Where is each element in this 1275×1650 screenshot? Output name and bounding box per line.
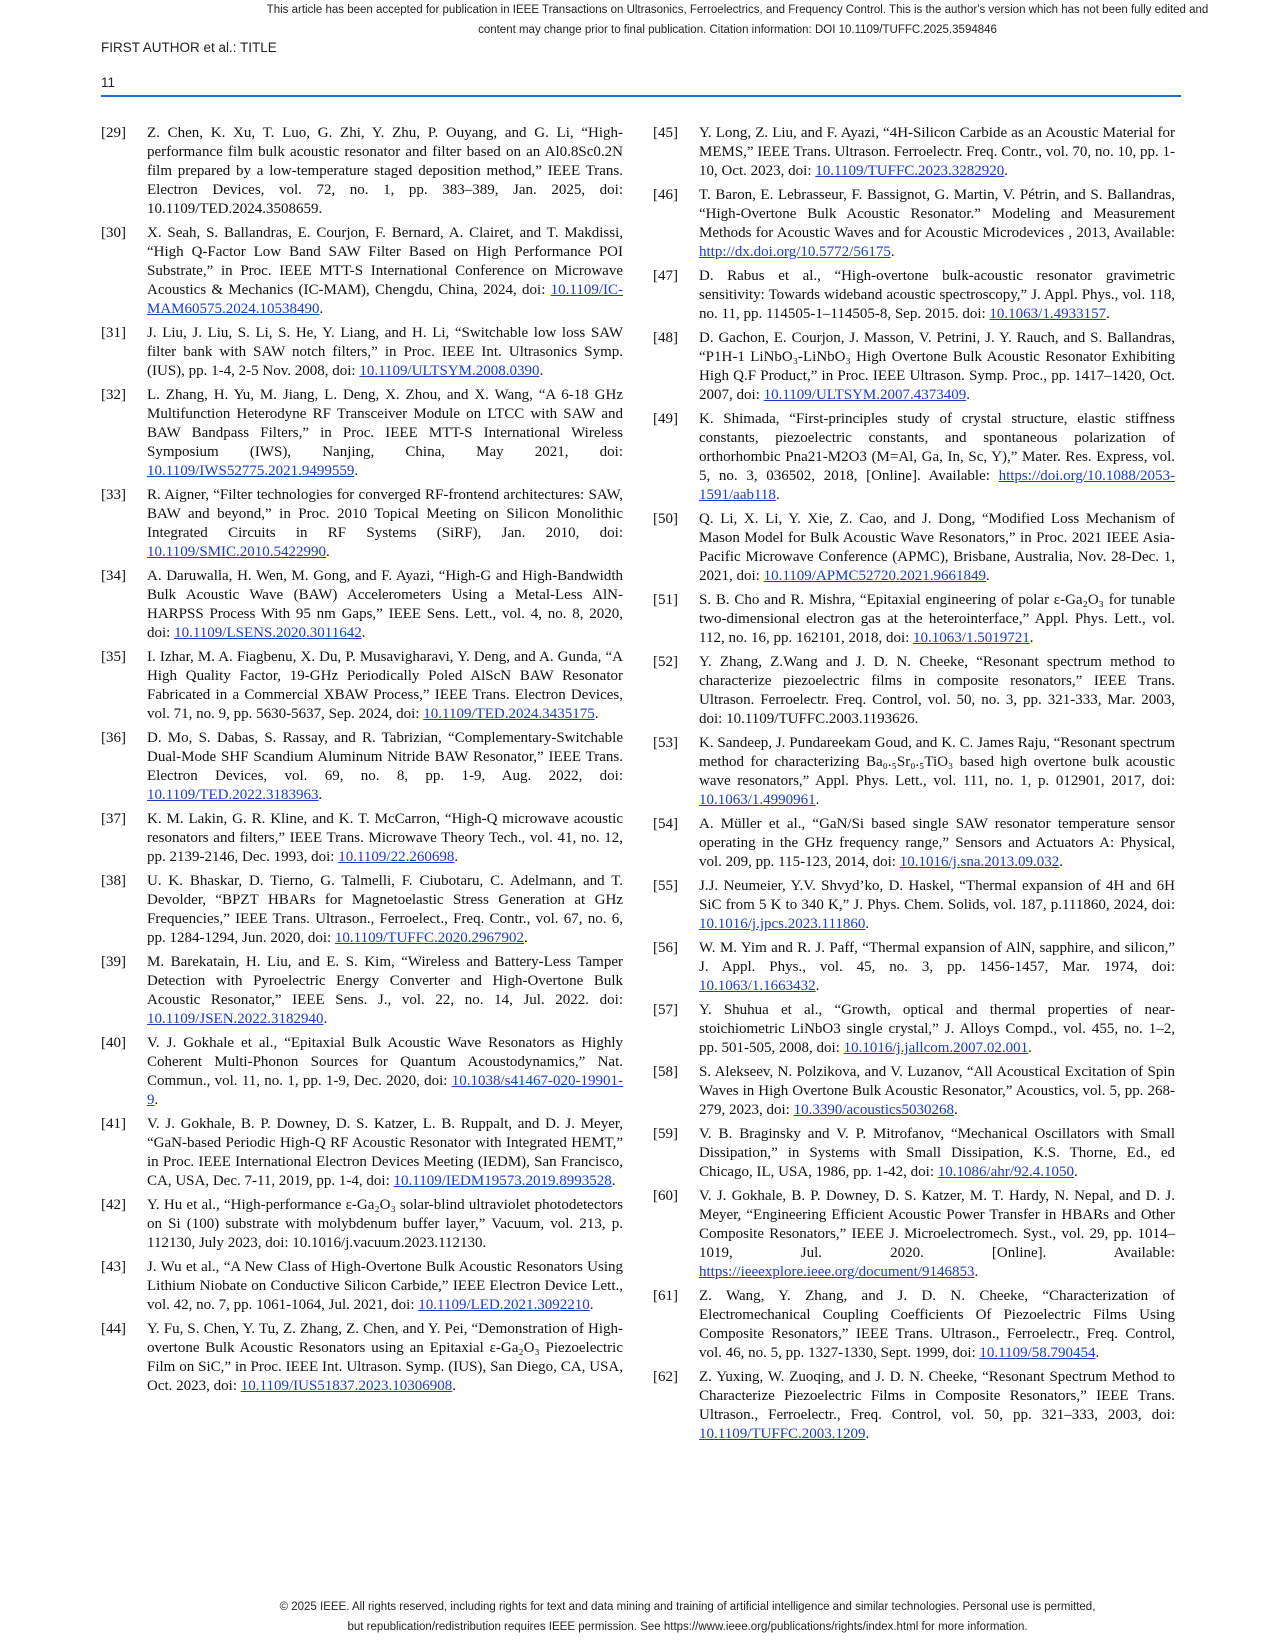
reference-body [699, 1001, 1175, 1058]
reference-doi-link[interactable]: 10.1109/TUFFC.2003.1209 [699, 1426, 866, 1442]
copyright-footer [150, 1597, 1225, 1637]
reference-body [699, 1187, 1175, 1282]
reference-period: . [954, 1102, 958, 1118]
reference-number: [39] [101, 954, 126, 970]
reference-item [653, 591, 1175, 648]
reference-text: K. Sandeep, J. Pundareekam Goud, and K. C. James Raju, “Resonant spectrum method for characterizing Ba₀.₅Sr₀.₅TiO₃ based high overtone bulk acoustic wave resonators,” Appl. Phys. Lett., vol. 111, no. 1, p. 012901, 2017, doi: [699, 735, 1175, 789]
reference-body [147, 729, 623, 805]
reference-item [653, 1063, 1175, 1120]
reference-doi-link[interactable]: 10.1109/SMIC.2010.5422990 [147, 544, 327, 560]
reference-period: . [815, 792, 820, 808]
reference-text: S. B. Cho and R. Mishra, “Epitaxial engineering of polar ε-Ga₂O₃ for tunable two-dimensional electron gas at the heterointerface,” Appl. Phys. Lett., vol. 112, no. 16, pp. 162101, 2018, doi: [699, 592, 1175, 646]
reference-body [699, 267, 1175, 324]
reference-doi-link[interactable]: 10.1109/22.260698 [338, 849, 455, 865]
reference-text: S. Alekseev, N. Polzikova, and V. Luzanov, “All Acoustical Excitation of Spin Waves in High Overtone Bulk Acoustic Resonator,” Acoustics, vol. 5, pp. 268-279, 2023, doi: [699, 1064, 1175, 1118]
reference-number: [49] [653, 411, 678, 427]
reference-item [653, 410, 1175, 505]
header-rule [101, 95, 1181, 97]
reference-text: A. Daruwalla, H. Wen, M. Gong, and F. Ayazi, “High-G and High-Bandwidth Bulk Acoustic Wave (BAW) Accelerometers Using a Metal-Less AlN-HARPSS Process With 95 nm Gaps,” IEEE Sens. Lett., vol. 4, no. 8, 2020, doi: [147, 568, 623, 641]
reference-number: [41] [101, 1116, 126, 1132]
reference-number: [42] [101, 1197, 126, 1213]
reference-body [699, 1063, 1175, 1120]
reference-doi-link[interactable]: 10.1109/58.790454 [979, 1345, 1096, 1361]
reference-number: [43] [101, 1259, 126, 1275]
reference-number: [33] [101, 487, 126, 503]
reference-item [653, 734, 1175, 810]
reference-text: K. M. Lakin, G. R. Kline, and K. T. McCarron, “High-Q microwave acoustic resonators and filters,” IEEE Trans. Microwave Theory Tech., vol. 41, no. 12, pp. 2139-2146, Dec. 1993, doi: [147, 811, 623, 865]
reference-item [101, 224, 623, 319]
reference-text: Q. Li, X. Li, Y. Xie, Z. Cao, and J. Dong, “Modified Loss Mechanism of Mason Model for Bulk Acoustic Wave Resonators,” in Proc. 2021 IEEE Asia-Pacific Microwave Conference (APMC), Brisbane, Australia, Nov. 28-Dec. 1, 2021, doi: [699, 511, 1175, 584]
reference-number: [52] [653, 654, 678, 670]
reference-item [653, 939, 1175, 996]
reference-period: . [865, 1426, 870, 1442]
reference-number: [58] [653, 1064, 678, 1080]
reference-text: R. Aigner, “Filter technologies for converged RF-frontend architectures: SAW, BAW and beyond,” in Proc. 2010 Topical Meeting on Silicon Monolithic Integrated Circuits in RF Systems (SiRF), Jan. 2010, doi: [147, 487, 623, 541]
reference-period: . [865, 916, 870, 932]
reference-body [699, 939, 1175, 996]
reference-text: T. Baron, E. Lebrasseur, F. Bassignot, G. Martin, V. Pétrin, and S. Ballandras, “High-Overtone Bulk Acoustic Resonator.” Modeling and Measurement Methods for Acoustic Waves and for Acoustic Microdevices , 2013, Available: [699, 187, 1175, 241]
reference-period: . [890, 244, 895, 260]
reference-body [147, 124, 623, 219]
reference-period: . [594, 706, 599, 722]
reference-period: . [539, 363, 544, 379]
reference-period: . [323, 1011, 328, 1027]
reference-period: . [1059, 854, 1064, 870]
reference-doi-link[interactable]: 10.1016/j.jallcom.2007.02.001 [843, 1040, 1029, 1056]
reference-doi-link[interactable]: 10.1109/ULTSYM.2008.0390 [359, 363, 540, 379]
reference-text: K. Shimada, “First-principles study of crystal structure, elastic stiffness constants, piezoelectric constants, and spontaneous polarization of orthorhombic Pna21-M2O3 (M=Al, Ga, In, Sc, Y),” Mater. Res. Express, vol. 5, no. 3, 036502, 2018, [Online]. Available: [699, 411, 1175, 484]
reference-item [653, 329, 1175, 405]
reference-doi-link[interactable]: 10.1063/1.1663432 [699, 978, 816, 994]
reference-text: J. Wu et al., “A New Class of High-Overtone Bulk Acoustic Resonators Using Lithium Niobate on Conductive Silicon Carbide,” IEEE Electron Device Lett., vol. 42, no. 7, pp. 1061-1064, Jul. 2021, doi: [147, 1259, 623, 1313]
reference-item [101, 729, 623, 805]
references-right-column [653, 124, 1175, 1449]
reference-period: . [318, 787, 323, 803]
reference-doi-link[interactable]: 10.1086/ahr/92.4.1050 [937, 1164, 1074, 1180]
reference-doi-link[interactable]: 10.1109/TED.2024.3435175 [423, 706, 595, 722]
reference-item [101, 486, 623, 562]
reference-item [101, 1258, 623, 1315]
reference-doi-link[interactable]: https://ieeexplore.ieee.org/document/9146853 [699, 1264, 975, 1280]
reference-body [147, 648, 623, 724]
reference-body [699, 186, 1175, 262]
reference-number: [57] [653, 1002, 678, 1018]
reference-doi-link[interactable]: 10.1109/TUFFC.2020.2967902 [334, 930, 524, 946]
reference-item [653, 653, 1175, 729]
reference-period: . [1004, 163, 1009, 179]
reference-body [147, 1258, 623, 1315]
reference-item [653, 510, 1175, 586]
reference-text: V. J. Gokhale, B. P. Downey, D. S. Katzer, M. T. Hardy, N. Nepal, and D. J. Meyer, “Engineering Efficient Acoustic Power Transfer in HBARs and Other Composite Resonators,” IEEE J. Microelectromech. Syst., vol. 29, pp. 1014–1019, Jul. 2020. [Online]. Available: [699, 1188, 1175, 1261]
reference-doi-link[interactable]: 10.1038/s41467-020-19901-9 [147, 1073, 623, 1108]
reference-period: . [775, 487, 780, 503]
reference-period: . [319, 301, 324, 317]
reference-number: [46] [653, 187, 678, 203]
reference-doi-link[interactable]: 10.1109/IWS52775.2021.9499559 [147, 463, 355, 479]
reference-text: Z. Chen, K. Xu, T. Luo, G. Zhi, Y. Zhu, P. Ouyang, and G. Li, “High-performance film bulk acoustic resonator and filter based on an Al0.8Sc0.2N film prepared by a low-temperature staged deposition method,” IEEE Trans. Electron Devices, vol. 72, no. 1, pp. 383–389, Jan. 2025, doi: 10.1109/TED.2024.3508659. [147, 125, 623, 217]
reference-doi-link[interactable]: 10.1109/IUS51837.2023.10306908 [240, 1378, 453, 1394]
reference-item [653, 186, 1175, 262]
reference-text: V. J. Gokhale, B. P. Downey, D. S. Katzer, L. B. Ruppalt, and D. J. Meyer, “GaN-based Periodic High-Q RF Acoustic Resonator with Integrated HEMT,” in Proc. IEEE International Electron Devices Meeting (IEDM), San Francisco, CA, USA, Dec. 7-11, 2019, pp. 1-4, doi: [147, 1116, 623, 1189]
acceptance-banner [200, 0, 1275, 40]
reference-number: [47] [653, 268, 678, 284]
reference-period: . [985, 568, 990, 584]
reference-item [101, 872, 623, 948]
reference-body [147, 953, 623, 1029]
reference-body [147, 1320, 623, 1396]
reference-period: . [589, 1297, 594, 1313]
reference-text: J.J. Neumeier, Y.V. Shvyd’ko, D. Haskel, “Thermal expansion of 4H and 6H SiC from 5 K to 340 K,” J. Phys. Chem. Solids, vol. 187, p.111860, 2024, doi: [699, 878, 1175, 913]
reference-number: [32] [101, 387, 126, 403]
reference-text: I. Izhar, M. A. Fiagbenu, X. Du, P. Musavigharavi, Y. Deng, and A. Gunda, “A High Quality Factor, 19-GHz Periodically Poled AlScN BAW Resonator Fabricated in a Commercial XBAW Process,” IEEE Trans. Electron Devices, vol. 71, no. 9, pp. 5630-5637, Sep. 2024, doi: [147, 649, 623, 722]
reference-number: [61] [653, 1288, 678, 1304]
reference-text: U. K. Bhaskar, D. Tierno, G. Talmelli, F. Ciubotaru, C. Adelmann, and T. Devolder, “BPZT HBARs for Magnetoelastic Stress Generation at GHz Frequencies,” IEEE Trans. Ultrason., Ferroelect., Freq. Contr., vol. 67, no. 6, pp. 1284-1294, Jun. 2020, doi: [147, 873, 623, 946]
reference-doi-link[interactable]: 10.1063/1.5019721 [913, 630, 1030, 646]
reference-body [147, 224, 623, 319]
reference-doi-link[interactable]: 10.1109/IEDM19573.2019.8993528 [393, 1173, 612, 1189]
reference-item [101, 810, 623, 867]
reference-item [101, 953, 623, 1029]
reference-number: [36] [101, 730, 126, 746]
reference-number: [44] [101, 1321, 126, 1337]
reference-body [699, 410, 1175, 505]
reference-period: . [1095, 1345, 1100, 1361]
reference-item [101, 1196, 623, 1253]
reference-text: A. Müller et al., “GaN/Si based single SAW resonator temperature sensor operating in the GHz frequency range,” Sensors and Actuators A: Physical, vol. 209, pp. 115-123, 2014, doi: [699, 816, 1175, 870]
reference-body [699, 734, 1175, 810]
page-number: 11 [101, 75, 116, 90]
reference-period: . [454, 849, 459, 865]
reference-body [147, 1196, 623, 1253]
reference-item [653, 1125, 1175, 1182]
reference-body [699, 329, 1175, 405]
reference-doi-link[interactable]: 10.1063/1.4990961 [699, 792, 816, 808]
reference-body [147, 872, 623, 948]
reference-period: . [1029, 630, 1034, 646]
reference-item [653, 267, 1175, 324]
reference-doi-link[interactable]: 10.1109/APMC52720.2021.9661849 [763, 568, 986, 584]
reference-text: D. Gachon, E. Courjon, J. Masson, V. Petrini, J. Y. Rauch, and S. Ballandras, “P1H-1 LiNbO₃-LiNbO₃ High Overtone Bulk Acoustic Resonator Exhibiting High Q.F Product,” in Proc. IEEE Ultrason. Symp. Proc., pp. 1417–1420, Oct. 2007, doi: [699, 330, 1175, 403]
reference-item [101, 1034, 623, 1110]
reference-body [699, 124, 1175, 181]
references-left-column [101, 124, 623, 1401]
reference-text: X. Seah, S. Ballandras, E. Courjon, F. Bernard, A. Clairet, and T. Makdissi, “High Q-Factor Low Band SAW Filter Based on High Performance POI Substrate,” in Proc. IEEE MTT-S International Conference on Microwave Acoustics & Mechanics (IC-MAM), Chengdu, China, 2024, doi: [147, 225, 623, 298]
reference-text: Y. Shuhua et al., “Growth, optical and thermal properties of near-stoichiometric LiNbO3 single crystal,” J. Alloys Compd., vol. 455, no. 1–2, pp. 501-505, 2008, doi: [699, 1002, 1175, 1056]
reference-number: [50] [653, 511, 678, 527]
banner-line-2: content may change prior to final publication. Citation information: DOI 10.1109/TUFFC.2025.3594846 [478, 24, 997, 36]
reference-text: V. B. Braginsky and V. P. Mitrofanov, “Mechanical Oscillators with Small Dissipation,” in Systems with Small Dissipation, K.S. Thorne, Ed., ed Chicago, IL, USA, 1986, pp. 1-42, doi: [699, 1126, 1175, 1180]
reference-number: [30] [101, 225, 126, 241]
reference-item [101, 324, 623, 381]
reference-item [653, 877, 1175, 934]
running-head: FIRST AUTHOR et al.: TITLE [101, 40, 277, 55]
reference-item [101, 124, 623, 219]
reference-item [653, 1187, 1175, 1282]
reference-number: [29] [101, 125, 126, 141]
reference-number: [53] [653, 735, 678, 751]
reference-number: [48] [653, 330, 678, 346]
reference-body [699, 1287, 1175, 1363]
reference-period: . [326, 544, 330, 560]
reference-period: . [361, 625, 366, 641]
reference-number: [35] [101, 649, 126, 665]
reference-number: [34] [101, 568, 126, 584]
reference-period: . [974, 1264, 979, 1280]
reference-body [699, 877, 1175, 934]
reference-period: . [1073, 1164, 1078, 1180]
reference-number: [31] [101, 325, 126, 341]
reference-text: Y. Fu, S. Chen, Y. Tu, Z. Zhang, Z. Chen, and Y. Pei, “Demonstration of High-overtone Bulk Acoustic Resonators using an Epitaxial ε-Ga₂O₃ Piezoelectric Film on SiC,” in Proc. IEEE Int. Ultrason. Symp. (IUS), San Diego, CA, USA, Oct. 2023, doi: [147, 1321, 623, 1394]
reference-period: . [815, 978, 820, 994]
footer-line-1: © 2025 IEEE. All rights reserved, including rights for text and data mining and training of artificial intelligence and similar technologies. Personal use is permitted, [279, 1601, 1096, 1613]
reference-body [699, 1368, 1175, 1444]
reference-item [653, 1001, 1175, 1058]
reference-body [147, 1115, 623, 1191]
reference-body [147, 1034, 623, 1110]
reference-doi-link[interactable]: 10.1109/TED.2022.3183963 [147, 787, 319, 803]
reference-number: [60] [653, 1188, 678, 1204]
reference-number: [51] [653, 592, 678, 608]
reference-item [101, 386, 623, 481]
reference-period: . [354, 463, 359, 479]
reference-text: J. Liu, J. Liu, S. Li, S. He, Y. Liang, and H. Li, “Switchable low loss SAW filter bank with SAW notch filters,” in Proc. IEEE Int. Ultrasonics Symp. (IUS), pp. 1-4, 2-5 Nov. 2008, doi: [147, 325, 623, 379]
reference-doi-link[interactable]: 10.1016/j.sna.2013.09.032 [899, 854, 1060, 870]
reference-period: . [1028, 1040, 1032, 1056]
reference-body [147, 324, 623, 381]
reference-text: V. J. Gokhale et al., “Epitaxial Bulk Acoustic Wave Resonators as Highly Coherent Multi-Phonon Sources for Quantum Acoustodynamics,” Nat. Commun., vol. 11, no. 1, pp. 1-9, Dec. 2020, doi: [147, 1035, 623, 1089]
reference-body [699, 591, 1175, 648]
reference-number: [54] [653, 816, 678, 832]
reference-body [147, 386, 623, 481]
reference-text: M. Barekatain, H. Liu, and E. S. Kim, “Wireless and Battery-Less Tamper Detection with Pyroelectric Energy Converter and High-Overtone Bulk Acoustic Resonator,” IEEE Sens. J., vol. 22, no. 14, Jul. 2022. doi: [147, 954, 623, 1008]
reference-period: . [154, 1092, 159, 1108]
reference-doi-link[interactable]: 10.1109/LSENS.2020.3011642 [174, 625, 362, 641]
reference-item [653, 815, 1175, 872]
reference-doi-link[interactable]: 10.1109/JSEN.2022.3182940 [147, 1011, 324, 1027]
reference-body [699, 653, 1175, 729]
reference-number: [37] [101, 811, 126, 827]
reference-body [699, 1125, 1175, 1182]
reference-doi-link[interactable]: http://dx.doi.org/10.5772/56175 [699, 244, 891, 260]
reference-item [653, 1368, 1175, 1444]
reference-period: . [523, 930, 528, 946]
reference-body [699, 510, 1175, 586]
footer-line-2: but republication/redistribution requires IEEE permission. See https://www.ieee.org/publications/rights/index.html for more information. [347, 1621, 1028, 1633]
reference-period: . [611, 1173, 616, 1189]
reference-number: [45] [653, 125, 678, 141]
reference-body [147, 810, 623, 867]
reference-doi-link[interactable]: 10.1109/ULTSYM.2007.4373409 [763, 387, 967, 403]
reference-text: Z. Yuxing, W. Zuoqing, and J. D. N. Cheeke, “Resonant Spectrum Method to Characterize Piezoelectric Films in Composite Resonators,” IEEE Trans. Ultrason., Ferroelectr., Freq. Control, vol. 50, pp. 321–333, 2003, doi: [699, 1369, 1175, 1423]
reference-text: Y. Hu et al., “High-performance ε-Ga₂O₃ solar-blind ultraviolet photodetectors on Si (100) substrate with molybdenum buffer layer,” Vacuum, vol. 213, p. 112130, July 2023, doi: 10.1016/j.vacuum.2023.112130. [147, 1197, 623, 1251]
banner-line-1: This article has been accepted for publication in IEEE Transactions on Ultrasonics, Ferroelectrics, and Frequency Control. This is the author's version which has not been fully edited and [266, 4, 1209, 16]
reference-text: Z. Wang, Y. Zhang, and J. D. N. Cheeke, “Characterization of Electromechanical Coupling Coefficients Of Piezoelectric Films Using Composite Resonators,” IEEE Trans. Ultrason., Ferroelectr., Freq. Control, vol. 46, no. 5, pp. 1327-1330, Sept. 1999, doi: [699, 1288, 1175, 1361]
reference-item [101, 1115, 623, 1191]
reference-doi-link[interactable]: 10.1109/IC-MAM60575.2024.10538490 [147, 282, 623, 317]
reference-item [653, 1287, 1175, 1363]
reference-text: L. Zhang, H. Yu, M. Jiang, L. Deng, X. Zhou, and X. Wang, “A 6-18 GHz Multifunction Heterodyne RF Transceiver Module on LTCC with SAW and BAW Bandpass Filters,” in Proc. IEEE MTT-S International Wireless Symposium (IWS), Nanjing, China, May 2021, doi: [147, 387, 623, 460]
reference-body [147, 486, 623, 562]
reference-doi-link[interactable]: 10.1109/LED.2021.3092210 [418, 1297, 590, 1313]
reference-text: Y. Long, Z. Liu, and F. Ayazi, “4H-Silicon Carbide as an Acoustic Material for MEMS,” IEEE Trans. Ultrason. Ferroelectr. Freq. Contr., vol. 70, no. 10, pp. 1-10, Oct. 2023, doi: [699, 125, 1175, 179]
reference-item [101, 1320, 623, 1396]
reference-number: [59] [653, 1126, 678, 1142]
reference-text: D. Mo, S. Dabas, S. Rassay, and R. Tabrizian, “Complementary-Switchable Dual-Mode SHF Scandium Aluminum Nitride BAW Resonator,” IEEE Trans. Electron Devices, vol. 69, no. 8, pp. 1-9, Aug. 2022, doi: [147, 730, 623, 784]
reference-doi-link[interactable]: 10.1109/TUFFC.2023.3282920 [815, 163, 1005, 179]
reference-doi-link[interactable]: 10.3390/acoustics5030268 [793, 1102, 954, 1118]
reference-number: [38] [101, 873, 126, 889]
reference-doi-link[interactable]: https://doi.org/10.1088/2053-1591/aab118 [699, 468, 1175, 503]
reference-item [101, 567, 623, 643]
reference-text: D. Rabus et al., “High-overtone bulk-acoustic resonator gravimetric sensitivity: Towards wideband acoustic spectroscopy,” J. Appl. Phys., vol. 118, no. 11, pp. 114505-1–114505-8, Sep. 2015. doi: [699, 268, 1175, 322]
reference-period: . [452, 1378, 457, 1394]
reference-period: . [1106, 306, 1110, 322]
reference-body [147, 567, 623, 643]
reference-item [653, 124, 1175, 181]
reference-text: Y. Zhang, Z.Wang and J. D. N. Cheeke, “Resonant spectrum method to characterize piezoelectric films in composite resonators,” IEEE Trans. Ultrason. Ferroelectr. Freq. Control, vol. 50, no. 3, pp. 321-333, Mar. 2003, doi: 10.1109/TUFFC.2003.1193626. [699, 654, 1175, 727]
reference-body [699, 815, 1175, 872]
reference-number: [55] [653, 878, 678, 894]
reference-doi-link[interactable]: 10.1016/j.jpcs.2023.111860 [699, 916, 866, 932]
reference-item [101, 648, 623, 724]
reference-number: [62] [653, 1369, 678, 1385]
reference-number: [40] [101, 1035, 126, 1051]
reference-text: W. M. Yim and R. J. Paff, “Thermal expansion of AlN, sapphire, and silicon,” J. Appl. Phys., vol. 45, no. 3, pp. 1456-1457, Mar. 1974, doi: [699, 940, 1175, 975]
reference-doi-link[interactable]: 10.1063/1.4933157 [989, 306, 1107, 322]
reference-number: [56] [653, 940, 678, 956]
reference-period: . [966, 387, 970, 403]
